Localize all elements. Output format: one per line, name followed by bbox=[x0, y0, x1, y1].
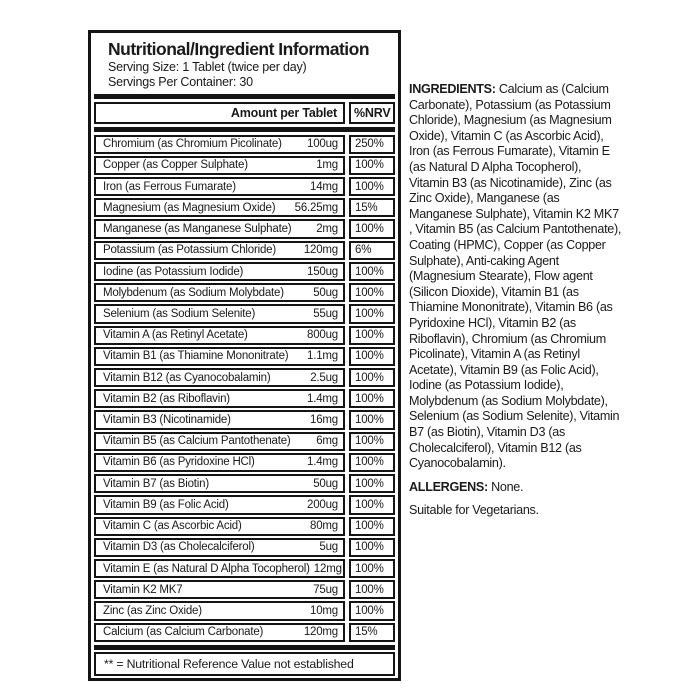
nutrient-amount: 200ug bbox=[307, 498, 338, 511]
nutrient-cell bbox=[94, 326, 345, 345]
nrv-column-header: %NRV bbox=[349, 102, 395, 124]
nutrient-cell bbox=[94, 410, 345, 429]
table-row bbox=[94, 304, 395, 323]
table-row bbox=[94, 517, 395, 536]
nutrient-amount: 10mg bbox=[310, 605, 338, 618]
table-row bbox=[94, 538, 395, 557]
table-row bbox=[94, 474, 395, 493]
servings-per-container: Servings Per Container: 30 bbox=[108, 74, 253, 89]
nutrient-name: Chromium (as Chromium Picolinate) bbox=[103, 138, 282, 151]
amount-column-header: Amount per Tablet bbox=[94, 102, 345, 124]
nutrient-nrv: 100% bbox=[349, 453, 395, 472]
nutrient-amount: 150ug bbox=[307, 265, 338, 278]
nutrient-cell bbox=[94, 304, 345, 323]
nutrient-amount: 14mg bbox=[310, 180, 338, 193]
nutrient-nrv: 100% bbox=[349, 283, 395, 302]
nutrient-amount: 56.25mg bbox=[294, 201, 338, 214]
nutrient-amount: 12mg bbox=[313, 562, 342, 575]
table-row bbox=[94, 262, 395, 281]
nutrient-cell bbox=[94, 241, 345, 260]
nutrient-amount: 1mg bbox=[316, 159, 338, 172]
nutrient-name: Vitamin C (as Ascorbic Acid) bbox=[103, 520, 242, 533]
nutrient-name: Vitamin B1 (as Thiamine Mononitrate) bbox=[103, 350, 289, 363]
nutrient-nrv: 100% bbox=[349, 156, 395, 175]
table-row bbox=[94, 453, 395, 472]
nutrient-nrv: 100% bbox=[349, 262, 395, 281]
nutrient-nrv: 100% bbox=[349, 559, 395, 578]
nutrient-nrv: 100% bbox=[349, 538, 395, 557]
nutrient-cell bbox=[94, 135, 345, 154]
nutrient-cell bbox=[94, 156, 345, 175]
nutrient-cell bbox=[94, 219, 345, 238]
ingredients-label: INGREDIENTS: bbox=[409, 82, 496, 96]
table-row bbox=[94, 410, 395, 429]
nutrient-amount: 120mg bbox=[303, 626, 338, 639]
nutrient-cell bbox=[94, 198, 345, 217]
table-row bbox=[94, 559, 395, 578]
info-column bbox=[409, 82, 622, 519]
nutrient-nrv: 100% bbox=[349, 304, 395, 323]
nutrient-name: Vitamin B6 (as Pyridoxine HCl) bbox=[103, 456, 255, 469]
nutrient-amount: 50ug bbox=[313, 477, 338, 490]
nutrient-nrv: 100% bbox=[349, 495, 395, 514]
nutrient-name: Iodine (as Potassium Iodide) bbox=[103, 265, 244, 278]
nutrient-nrv: 100% bbox=[349, 219, 395, 238]
nutrient-amount: 1.4mg bbox=[307, 456, 338, 469]
nutrient-name: Copper (as Copper Sulphate) bbox=[103, 159, 248, 172]
nutrient-nrv: 100% bbox=[349, 517, 395, 536]
table-row bbox=[94, 347, 395, 366]
nutrient-name: Manganese (as Manganese Sulphate) bbox=[103, 223, 292, 236]
columns-header bbox=[94, 102, 395, 124]
nutrient-nrv: 100% bbox=[349, 326, 395, 345]
nutrient-nrv: 100% bbox=[349, 389, 395, 408]
nutrient-amount: 800ug bbox=[307, 329, 338, 342]
nutrient-amount: 120mg bbox=[303, 244, 338, 257]
nutrient-cell bbox=[94, 347, 345, 366]
table-row bbox=[94, 326, 395, 345]
nutrient-cell bbox=[94, 262, 345, 281]
nutrient-name: Potassium (as Potassium Chloride) bbox=[103, 244, 276, 257]
table-row bbox=[94, 177, 395, 196]
table-row bbox=[94, 623, 395, 642]
table-row bbox=[94, 198, 395, 217]
allergens-line bbox=[409, 480, 622, 496]
nutrient-nrv: 6% bbox=[349, 241, 395, 260]
nutrient-amount: 16mg bbox=[310, 414, 338, 427]
nutrient-name: Molybdenum (as Sodium Molybdate) bbox=[103, 286, 284, 299]
nutrient-name: Vitamin K2 MK7 bbox=[103, 583, 183, 596]
panel-title: Nutritional/Ingredient Information bbox=[108, 39, 370, 59]
nutrient-nrv: 100% bbox=[349, 410, 395, 429]
nutrient-name: Vitamin A (as Retinyl Acetate) bbox=[103, 329, 248, 342]
nutrient-table-body bbox=[94, 135, 395, 642]
nutrient-cell bbox=[94, 559, 345, 578]
nutrient-amount: 55ug bbox=[313, 307, 338, 320]
nutrient-name: Vitamin B9 (as Folic Acid) bbox=[103, 498, 229, 511]
nutrient-name: Vitamin B12 (as Cyanocobalamin) bbox=[103, 371, 271, 384]
nutrient-amount: 5ug bbox=[319, 541, 338, 554]
table-row bbox=[94, 283, 395, 302]
nutrient-nrv: 250% bbox=[349, 135, 395, 154]
nutrient-name: Vitamin D3 (as Cholecalciferol) bbox=[103, 541, 255, 554]
suitable-for-vegetarians: Suitable for Vegetarians. bbox=[409, 503, 539, 518]
nutrient-cell bbox=[94, 177, 345, 196]
nutrient-nrv: 100% bbox=[349, 474, 395, 493]
nutrient-cell bbox=[94, 580, 345, 599]
nutrient-name: Vitamin E (as Natural D Alpha Tocopherol) bbox=[103, 562, 310, 575]
nutrient-nrv: 100% bbox=[349, 177, 395, 196]
nutrient-nrv: 100% bbox=[349, 368, 395, 387]
panel-header bbox=[94, 35, 395, 93]
nutrient-amount: 2mg bbox=[316, 223, 338, 236]
nutrient-cell bbox=[94, 432, 345, 451]
nutrient-name: Iron (as Ferrous Fumarate) bbox=[103, 180, 236, 193]
nutrient-amount: 2.5ug bbox=[310, 371, 338, 384]
nutrient-amount: 75ug bbox=[313, 583, 338, 596]
divider-bar-middle bbox=[94, 127, 395, 132]
nutrient-cell bbox=[94, 495, 345, 514]
nutrient-name: Vitamin B3 (Nicotinamide) bbox=[103, 414, 231, 427]
nutrient-nrv: 100% bbox=[349, 347, 395, 366]
divider-bar-top bbox=[94, 94, 395, 99]
nutrient-name: Selenium (as Sodium Selenite) bbox=[103, 307, 256, 320]
nutrient-cell bbox=[94, 453, 345, 472]
nrv-footnote: ** = Nutritional Reference Value not established bbox=[94, 652, 395, 676]
nutrient-amount: 80mg bbox=[310, 520, 338, 533]
table-row bbox=[94, 368, 395, 387]
table-row bbox=[94, 241, 395, 260]
table-row bbox=[94, 389, 395, 408]
ingredients-text: Calcium as (Calcium Carbonate), Potassium (as Potassium Chloride), Magnesium (as Magnesium Oxide), Vitamin C (as Ascorbic Acid), Iron (as Ferrous Fumarate), Vitamin E (as Natural D Alpha Tocopherol), Vitamin B3 (as Nicotinamide), Zinc (as Zinc Oxide), Manganese (as Manganese Sulphate), Vitamin K2 MK7 , Vitamin B5 (as Calcium Pantothenate), Coating (HPMC), Copper (as Copper Sulphate), Anti-caking Agent (Magnesium Stearate), Flow agent (Silicon Dioxide), Vitamin B1 (as Thiamine Mononitrate), Vitamin B6 (as Pyridoxine HCl), Vitamin B2 (as Riboflavin), Chromium (as Chromium Picolinate), Vitamin A (as Retinyl Acetate), Vitamin B9 (as Folic Acid), Iodine (as Potassium Iodide), Molybdenum (as Sodium Molybdate), Selenium (as Sodium Selenite), Vitamin B7 (as Biotin), Vitamin D3 (as Cholecalciferol), Vitamin B12 (as Cyanocobalamin). bbox=[409, 82, 622, 471]
table-row bbox=[94, 156, 395, 175]
nutrient-cell bbox=[94, 601, 345, 620]
allergens-label: ALLERGENS: bbox=[409, 479, 488, 494]
nutrient-nrv: 100% bbox=[349, 601, 395, 620]
nutrient-name: Calcium (as Calcium Carbonate) bbox=[103, 626, 264, 639]
nutrient-cell bbox=[94, 538, 345, 557]
table-row bbox=[94, 601, 395, 620]
nutrient-amount: 50ug bbox=[313, 286, 338, 299]
nutrient-cell bbox=[94, 389, 345, 408]
nutrient-cell bbox=[94, 623, 345, 642]
nutrition-panel bbox=[88, 30, 401, 681]
nutrient-name: Vitamin B2 (as Riboflavin) bbox=[103, 392, 230, 405]
nutrient-cell bbox=[94, 368, 345, 387]
table-row bbox=[94, 580, 395, 599]
nutrient-amount: 1.1mg bbox=[307, 350, 338, 363]
nutrient-nrv: 15% bbox=[349, 623, 395, 642]
ingredients-paragraph bbox=[409, 82, 622, 472]
table-row bbox=[94, 219, 395, 238]
nutrient-nrv: 100% bbox=[349, 432, 395, 451]
nutrient-amount: 6mg bbox=[316, 435, 338, 448]
nutrient-cell bbox=[94, 517, 345, 536]
nutrient-cell bbox=[94, 283, 345, 302]
nutrient-cell bbox=[94, 474, 345, 493]
divider-bar-bottom bbox=[94, 645, 395, 650]
table-row bbox=[94, 135, 395, 154]
nutrient-name: Vitamin B5 (as Calcium Pantothenate) bbox=[103, 435, 291, 448]
nutrient-name: Zinc (as Zinc Oxide) bbox=[103, 605, 202, 618]
nutrient-name: Magnesium (as Magnesium Oxide) bbox=[103, 201, 276, 214]
table-row bbox=[94, 432, 395, 451]
table-row bbox=[94, 495, 395, 514]
nutrient-nrv: 100% bbox=[349, 580, 395, 599]
serving-size: Serving Size: 1 Tablet (twice per day) bbox=[108, 60, 307, 74]
nutrient-name: Vitamin B7 (as Biotin) bbox=[103, 477, 209, 490]
nutrient-amount: 1.4mg bbox=[307, 392, 338, 405]
nutrient-amount: 100ug bbox=[307, 138, 338, 151]
allergens-text: None. bbox=[487, 479, 524, 494]
nutrient-nrv: 15% bbox=[349, 198, 395, 217]
